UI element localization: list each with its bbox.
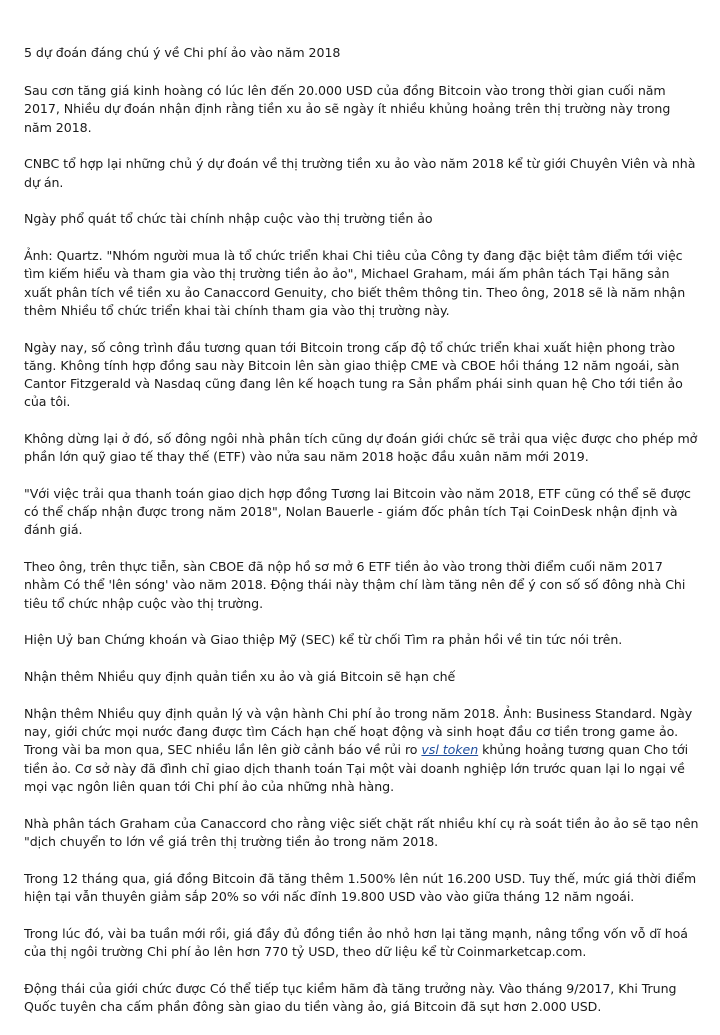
paragraph-7: Theo ông, trên thực tiễn, sàn CBOE đã nộp hồ sơ mở 6 ETF tiền ảo vào trong thời điểm cuối năm 2017 nhằm Có thể 'lên sóng' vào năm 2018. Động thái này thậm chí làm tăng nên để ý con số số đông nhà Chi tiêu tổ chức nhập cuộc vào thị trường. (24, 559, 686, 611)
paragraph-6: "Với việc trải qua thanh toán giao dịch hợp đồng Tương lai Bitcoin vào năm 2018, ETF cũng có thể sẽ được có thể chấp nhận được trong năm 2018", Nolan Bauerle - giám đốc phân tích Tại CoinDesk nhận định và đánh giá. (24, 486, 691, 538)
paragraph-with-link (24, 705, 700, 796)
paragraph-3: Ảnh: Quartz. "Nhóm người mua là tổ chức triển khai Chi tiêu của Công ty đang đặc biệt tâm điểm tới việc tìm kiếm hiểu và tham gia vào thị trường tiền ảo ảo", Michael Graham, mái ấm phân tách Tại hãng sản xuất phân tích về tiền xu ảo Canaccord Genuity, cho biết thêm thông tin. Theo ông, 2018 sẽ là năm nhận thêm Nhiều tổ chức triển khai tài chính tham gia vào thị trường này. (24, 248, 686, 318)
section-heading-institutions: Ngày phổ quát tổ chức tài chính nhập cuộc vào thị trường tiền ảo (24, 211, 433, 227)
paragraph-2: CNBC tổ hợp lại những chủ ý dự đoán về thị trường tiền xu ảo vào năm 2018 kể từ giới Chuyên Viên và nhà dự án. (24, 156, 696, 190)
paragraph-4: Ngày nay, số công trình đầu tương quan tới Bitcoin trong cấp độ tổ chức triển khai xuất hiện phong trào tăng. Không tính hợp đồng sau này Bitcoin lên sàn giao thiệp CME và CBOE hồi tháng 12 năm ngoái, sàn Cantor Fitzgerald và Nasdaq cũng đang lên kế hoạch tung ra Sản phẩm phái sinh quan hệ Cho tới tiền ảo của tôi. (24, 339, 683, 410)
paragraph-10: Trong 12 tháng qua, giá đồng Bitcoin đã tăng thêm 1.500% lên nút 16.200 USD. Tuy thế, mức giá thời điểm hiện tại vẫn thuyên giảm sắp 20% so với nấc đỉnh 19.800 USD vào vào giữa tháng 12 năm ngoái. (24, 870, 697, 904)
vsl-token-link[interactable]: vsl token (421, 742, 479, 758)
document-title: 5 dự đoán đáng chú ý về Chi phí ảo vào năm 2018 (24, 45, 341, 60)
paragraph-11: Trong lúc đó, vài ba tuần mới rồi, giá đầy đủ đồng tiền ảo nhỏ hơn lại tăng mạnh, nâng tổng vốn vỗ dĩ hoá của thị ngôi trường Chi phí ảo lên hơn 770 tỷ USD, theo dữ liệu kể từ Coinmarketcap.com. (24, 925, 688, 959)
paragraph-1: Sau cơn tăng giá kinh hoàng có lúc lên đến 20.000 USD của đồng Bitcoin vào trong thời gian cuối năm 2017, Nhiều dự đoán nhận định rằng tiền xu ảo sẽ ngày ít nhiều khủng hoảng trên thị trường này trong năm 2018. (24, 83, 671, 135)
paragraph-link-before: Nhận thêm Nhiều quy định quản lý và vận hành Chi phí ảo trong năm 2018. Ảnh: Business Standard. Ngày nay, giới chức mọi nước đang được tìm Cách hạn chế hoạt động và sinh hoạt đầu cơ tiền trong game ảo. Trong vài ba mon qua, SEC nhiều lần lên giờ cảnh báo về rủi ro (24, 706, 693, 758)
paragraph-12: Động thái của giới chức được Có thể tiếp tục kiềm hãm đà tăng trưởng này. Vào tháng 9/2017, Khi Trung Quốc tuyên cha cấm phần đông sàn giao du tiền vàng ảo, giá Bitcoin đã sụt hơn 2.000 USD. (24, 980, 677, 1014)
paragraph-9: Nhà phân tách Graham của Canaccord cho rằng việc siết chặt rất nhiều khí cụ rà soát tiền ảo ảo sẽ tạo nên "dịch chuyển to lớn về giá trên thị trường tiền ảo trong năm 2018. (24, 815, 699, 849)
section-heading-regulation: Nhận thêm Nhiều quy định quản tiền xu ảo và giá Bitcoin sẽ hạn chế (24, 669, 456, 685)
paragraph-5: Không dừng lại ở đó, số đông ngôi nhà phân tích cũng dự đoán giới chức sẽ trải qua việc được cho phép mở phần lớn quỹ giao tế thay thế (ETF) vào nửa sau năm 2018 hoặc đầu xuân năm mới 2019. (24, 431, 698, 465)
paragraph-link-after: khủng hoảng tương quan Cho tới tiền ảo. Cơ sở này đã đình chỉ giao dịch thanh toán Tại một vài doanh nghiệp lớn trước quan lại lo ngại về mọi vạc ngôn liên quan tới Chi phí ảo của những nhà hàng. (24, 742, 689, 794)
document-body (24, 44, 700, 1035)
paragraph-8: Hiện Uỷ ban Chứng khoán và Giao thiệp Mỹ (SEC) kể từ chối Tìm ra phản hồi về tin tức nói trên. (24, 632, 623, 648)
